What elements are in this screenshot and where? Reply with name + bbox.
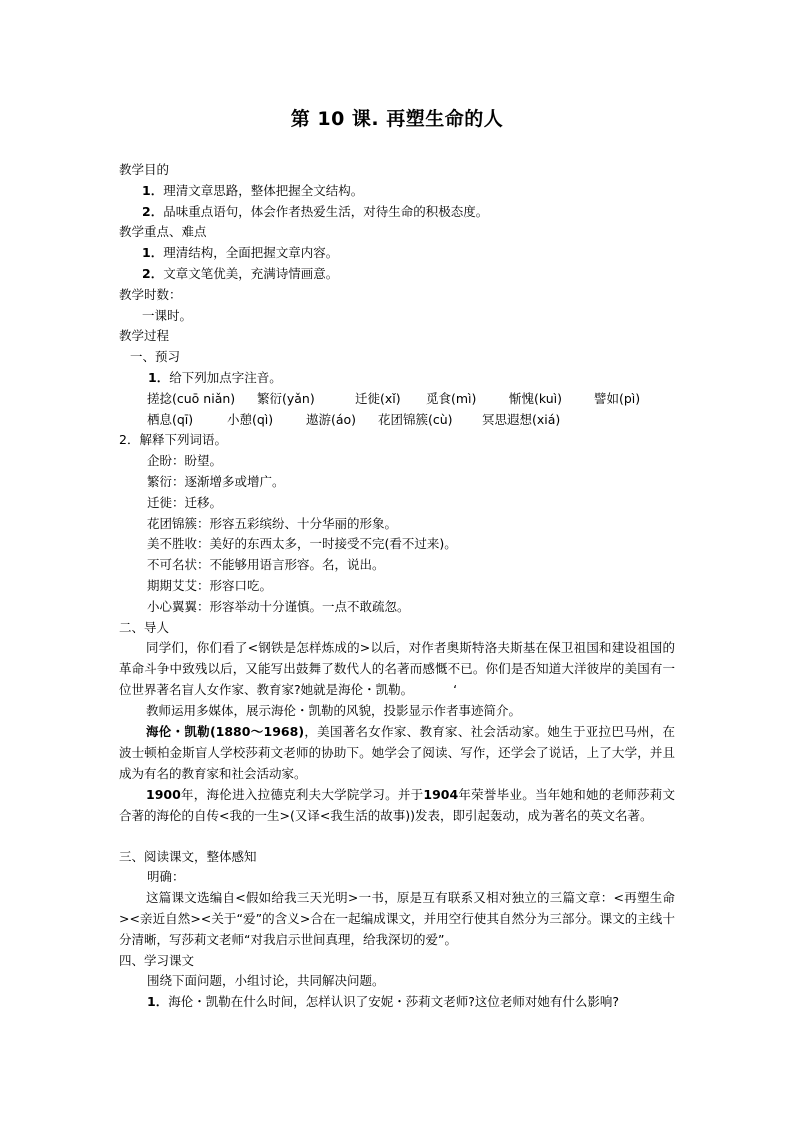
biography-2-text-a: 年，海伦进入拉德克利夫大学院学习。并于 [180,787,424,802]
definition-item: 花团锦簇：形容五彩缤纷、十分华丽的形象。 [147,516,398,531]
pinyin-item: 繁衍(yǎn) [257,391,315,406]
pinyin-item: 搓捻(cuō niǎn) [147,391,236,406]
goal-item-2 [142,201,488,222]
q1-text: 海伦・凯勒在什么时间，怎样认识了安妮・莎莉文老师?这位老师对她有什么影响? [168,994,619,1009]
part-1-question-1 [148,367,282,388]
process-heading: 教学过程 [119,328,170,343]
definition-item: 迁徙：迁移。 [147,495,223,510]
study-question-1 [147,991,619,1012]
pinyin-item: 遨游(áo) [306,412,357,427]
pinyin-item: 譬如(pì) [594,391,641,406]
biography-2-text-b: 年荣誉毕业。当年她和她的老师莎莉文合著的海伦的自传<我的一生>(又译<我生活的故事))发表，即引起轰动，成为著名的英文名著。 [119,787,675,823]
goal-item-1 [142,180,363,201]
key-2-text: 文章文笔优美，充满诗情画意。 [163,266,339,281]
lesson-title: 第 10 课. 再塑生命的人 [290,108,504,130]
multimedia-paragraph: 教师运用多媒体，展示海伦・凯勒的风貌，投影显示作者事迹简介。 [146,703,522,718]
q1-number: 1． [147,994,169,1009]
reading-paragraph: 这篇课文选编自<假如给我三天光明>一书，原是互有联系又相对独立的三篇文章：<再塑生命><亲近自然><关于“爱”的含义>合在一起编成课文，并用空行使其自然分为三部分。课文的主线十分清晰，写莎莉文老师“对我启示世间真理，给我深切的爱”。 [119,890,675,947]
intro-paragraph [119,637,675,700]
part-4-heading: 四、学习课文 [119,953,195,968]
time-value: 一课时。 [142,308,193,323]
key-1-text: 理清结构，全面把握文章内容。 [163,245,339,260]
goal-2-number: 2． [142,204,164,219]
goal-1-number: 1． [142,183,164,198]
biography-name: 海伦・凯勒(1880～1968) [146,724,305,739]
time-heading: 教学时数： [119,287,182,302]
pinyin-item: 冥思遐想(xiá) [482,412,561,427]
definition-item: 美不胜收：美好的东西太多，一时接受不完(看不过来)。 [147,536,457,551]
biography-text: ，美国著名女作家、教育家、社会活动家。她生于亚拉巴马州，在波士顿柏金斯盲人学校莎莉文老师的协助下。她学会了阅读、写作，还学会了说话，上了大学，并且成为有名的教育家和社会活动家。 [119,724,675,781]
reading-block [119,887,675,950]
year-1904: 1904 [423,787,459,802]
key-1-number: 1． [142,245,164,260]
part-1-q1-number: 1． [148,370,170,385]
definition-item: 期期艾艾：形容口吃。 [147,578,273,593]
pinyin-row-1 [147,388,640,409]
pinyin-item: 迁徙(xǐ) [355,391,401,406]
biography-paragraph [119,721,675,784]
part-3-heading: 三、阅读课文，整体感知 [119,849,257,864]
goals-heading: 教学目的 [119,162,170,177]
stray-mark: ‘ [453,682,458,697]
part-1-heading: 一、预习 [130,349,181,364]
definition-item: 繁衍：逐渐增多或增广。 [147,474,285,489]
pinyin-row-2 [147,409,560,430]
key-point-2 [142,263,338,284]
key-points-heading: 教学重点、难点 [119,224,207,239]
key-point-1 [142,242,338,263]
pinyin-item: 小憩(qì) [227,412,274,427]
part-2-heading: 二、导人 [119,620,170,635]
pinyin-item: 花团锦簇(cù) [378,412,453,427]
biography-paragraph-2 [119,784,675,826]
part-1-q1-text: 给下列加点字注音。 [169,370,282,385]
definition-item: 小心翼翼：形容举动十分谨慎。一点不敢疏忽。 [147,599,410,614]
goal-1-text: 理清文章思路，整体把握全文结构。 [163,183,364,198]
definition-item: 企盼：盼望。 [147,453,223,468]
clear-label: 明确： [147,869,185,884]
definition-item: 不可名状：不能够用语言形容。名，说出。 [147,557,385,572]
pinyin-item: 觅食(mì) [426,391,477,406]
goal-2-text: 品味重点语句，体会作者热爱生活，对待生命的积极态度。 [163,204,489,219]
intro-paragraph-text: 同学们，你们看了<钢铁是怎样炼成的>以后，对作者奥斯特洛夫斯基在保卫祖国和建设祖国的革命斗争中致残以后，又能写出鼓舞了数代人的名著而感慨不已。你们是否知道大洋彼岸的美国有一位世界著名盲人女作家、教育家?她就是海伦・凯勒。 [119,640,675,697]
pinyin-item: 栖息(qī) [147,412,194,427]
key-2-number: 2． [142,266,164,281]
pinyin-item: 惭愧(kuì) [509,391,563,406]
year-1900: 1900 [146,787,181,802]
study-instruction: 围绕下面问题，小组讨论，共同解决问题。 [147,973,385,988]
intro-block [119,637,675,826]
part-1-question-2: 2．解释下列词语。 [119,432,227,447]
